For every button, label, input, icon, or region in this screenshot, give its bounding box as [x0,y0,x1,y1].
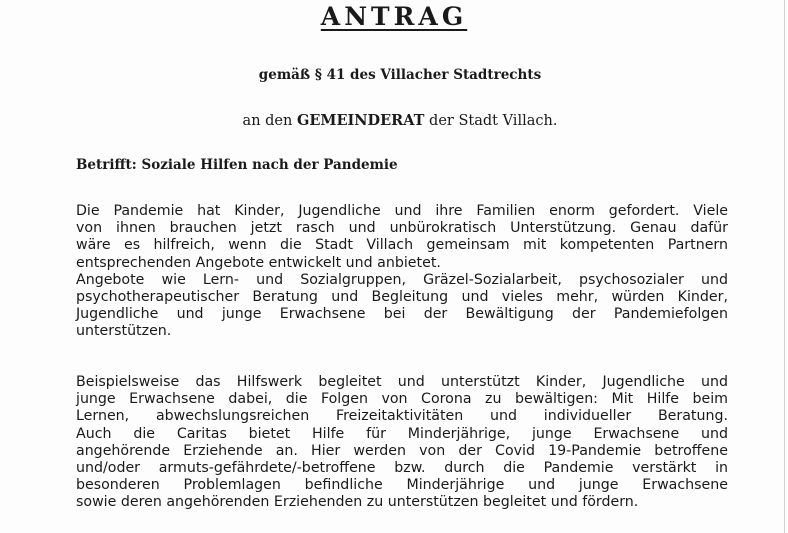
text-line: Lernen, abwechslungsreichen Freizeitaktivitäten und individueller Beratung. [76,408,728,425]
text-line: Jugendliche und junge Erwachsene bei der Bewältigung der Pandemiefolgen [76,306,728,323]
text-line: Auch die Caritas bietet Hilfe für Minderjährige, junge Erwachsene und [76,425,728,442]
recipient-prefix: an den [242,113,297,129]
text-line: Die Pandemie hat Kinder, Jugendliche und ihre Familien enorm gefordert. Viele [76,203,728,219]
document-subtitle: gemäß § 41 des Villacher Stadtrechts [258,67,542,83]
text-line: entsprechenden Angebote entwickelt und anbietet. [76,254,441,271]
text-line: unterstützen. [76,323,172,340]
text-line: Beispielsweise das Hilfswerk begleitet und unterstützt Kinder, Jugendliche und [76,374,728,390]
recipient-line [0,112,788,129]
text-line: Angebote wie Lern- und Sozialgruppen, Gräzel-Sozialarbeit, psychosozialer und [76,271,728,288]
paragraph-2 [76,374,728,512]
recipient-suffix: der Stadt Villach. [424,113,558,129]
paragraph-1 [76,203,728,341]
subject-line: Betrifft: Soziale Hilfen nach der Pandemie [76,157,398,173]
text-line: psychotherapeutischer Beratung und Begleitung und vieles mehr, würden Kinder, [76,289,728,306]
text-line: besonderen Problemlagen befindliche Minderjährige und junge Erwachsene [76,477,728,494]
text-line: angehörende Erziehende an. Hier werden von der Covid 19-Pandemie betroffene [76,442,728,459]
text-line: junge Erwachsene dabei, die Folgen von Corona zu bewältigen: Mit Hilfe beim [76,391,728,408]
text-line: wäre es hilfreich, wenn die Stadt Villach gemeinsam mit kompetenten Partnern [76,237,728,254]
document-title-text: ANTRAG [320,2,468,31]
text-line: und/oder armuts-gefährdete/-betroffene bzw. durch die Pandemie verstärkt in [76,460,728,477]
text-line: von ihnen brauchen jetzt rasch und unbürokratisch Unterstützung. Genau dafür [76,220,728,237]
recipient-bold: GEMEINDERAT [296,112,425,129]
document-title [0,2,788,31]
text-line: sowie deren angehörenden Erziehenden zu unterstützen begleitet und fördern. [76,494,639,511]
